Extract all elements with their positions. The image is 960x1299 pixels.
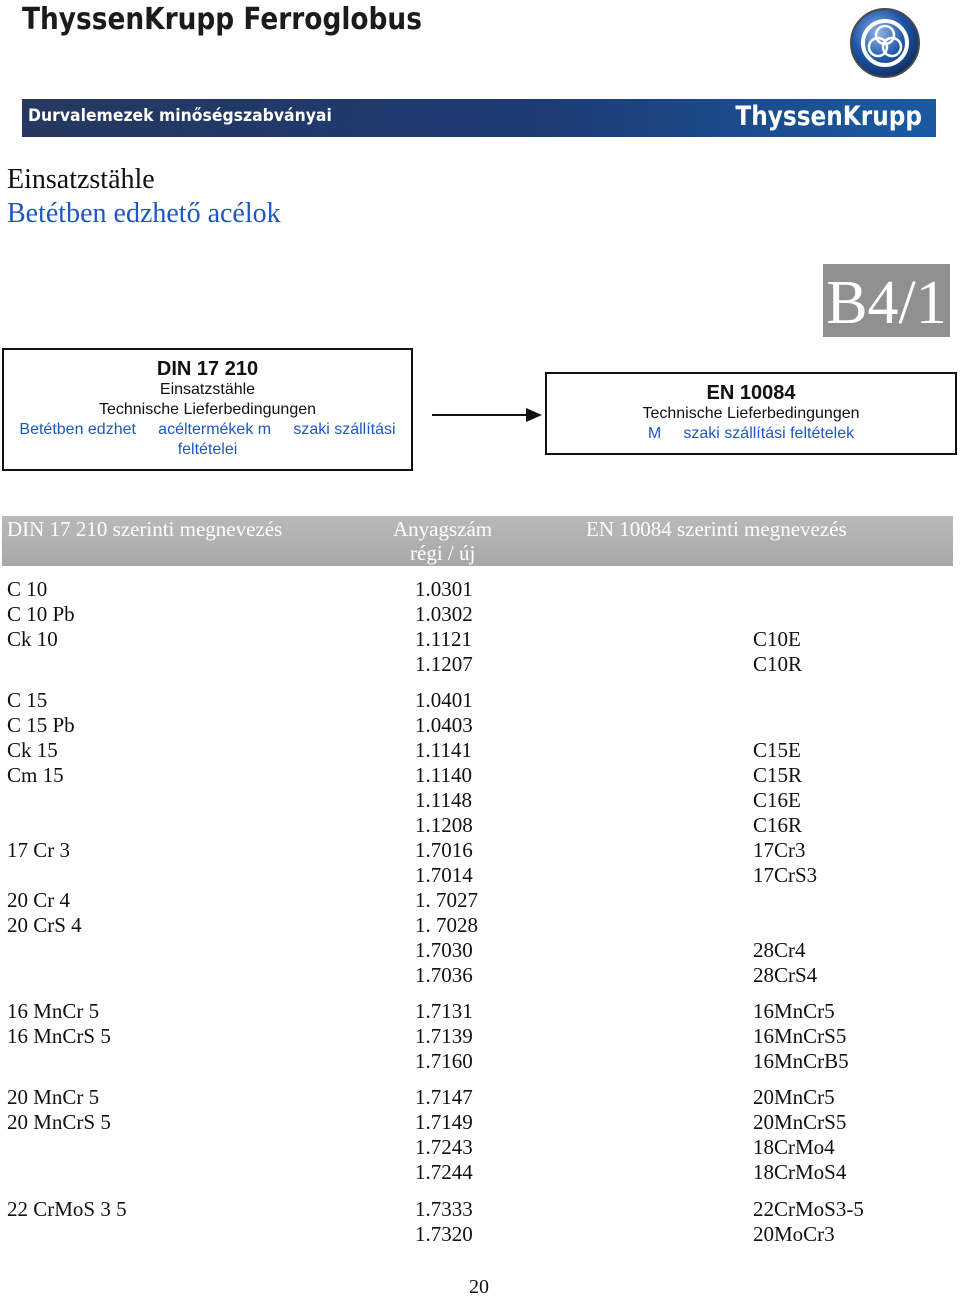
table-cell-din: C 10 Pb (7, 602, 75, 626)
table-cell-num: 1.7333 (415, 1197, 473, 1221)
table-cell-num: 1.7030 (415, 938, 473, 962)
table-cell-din: C 10 (7, 577, 48, 601)
header-banner (22, 99, 936, 137)
standard-old-line2: Technische Lieferbedingungen (98, 401, 317, 418)
table-cell-num: 1.7147 (415, 1085, 473, 1109)
table-cell-en: C16R (753, 813, 803, 837)
table-cell-num: 1.1121 (415, 627, 472, 651)
table-cell-en: 16MnCr5 (753, 999, 835, 1023)
table-cell-num: 1. 7028 (415, 913, 478, 937)
table-cell-en: 20MoCr3 (753, 1222, 835, 1246)
table-cell-en: 20MnCrS5 (753, 1110, 847, 1134)
table-cell-en: C15E (753, 738, 801, 762)
table-cell-din: Ck 15 (7, 738, 58, 762)
standard-new-line2: M szaki szállítási feltételek (647, 425, 855, 442)
table-cell-num: 1.1207 (415, 652, 473, 676)
table-cell-en: 16MnCrS5 (753, 1024, 847, 1048)
table-cell-en: C16E (753, 788, 801, 812)
header-en-name: EN 10084 szerinti megnevezés (586, 517, 847, 541)
table-cell-num: 1.7160 (415, 1049, 473, 1073)
standard-old-line4: feltételei (177, 441, 238, 458)
table-cell-din: 20 CrS 4 (7, 913, 82, 937)
arrow-right-icon (432, 405, 542, 425)
table-cell-din: 16 MnCr 5 (7, 999, 100, 1023)
page-code-badge: B4/1 (823, 264, 950, 337)
table-header (2, 516, 953, 566)
table-cell-din: 16 MnCrS 5 (7, 1024, 111, 1048)
table-cell-num: 1.0401 (415, 688, 473, 712)
table-cell-en: 18CrMo4 (753, 1135, 835, 1159)
header-material-number-sub: régi / új (410, 541, 476, 565)
table-cell-num: 1.7016 (415, 838, 473, 862)
table-cell-num: 1.7139 (415, 1024, 473, 1048)
table-cell-din: Ck 10 (7, 627, 58, 651)
table-cell-num: 1.7243 (415, 1135, 473, 1159)
table-cell-num: 1.1208 (415, 813, 473, 837)
table-cell-num: 1.0301 (415, 577, 473, 601)
table-cell-din: 22 CrMoS 3 5 (7, 1197, 127, 1221)
company-title: ThyssenKrupp Ferroglobus (22, 2, 422, 37)
table-cell-num: 1. 7027 (415, 888, 478, 912)
standard-new-code: EN 10084 (706, 382, 796, 404)
table-cell-en: 16MnCrB5 (753, 1049, 849, 1073)
table-cell-din: 20 MnCr 5 (7, 1085, 100, 1109)
table-cell-en: C15R (753, 763, 803, 787)
table-cell-en: 17Cr3 (753, 838, 806, 862)
standard-new-box (545, 372, 957, 455)
table-cell-en: 20MnCr5 (753, 1085, 835, 1109)
table-cell-en: 22CrMoS3-5 (753, 1197, 864, 1221)
table-cell-num: 1.7014 (415, 863, 473, 887)
table-cell-num: 1.7131 (415, 999, 473, 1023)
table-cell-din: 20 MnCrS 5 (7, 1110, 111, 1134)
table-cell-num: 1.1140 (415, 763, 472, 787)
table-cell-num: 1.0302 (415, 602, 473, 626)
standard-old-line3: Betétben edzhet acéltermékek m szaki szállítási (19, 421, 396, 438)
table-cell-din: C 15 Pb (7, 713, 75, 737)
banner-brand: ThyssenKrupp (735, 101, 922, 132)
table-cell-en: 18CrMoS4 (753, 1160, 847, 1184)
standard-new-line1: Technische Lieferbedingungen (642, 405, 860, 422)
table-cell-num: 1.1141 (415, 738, 472, 762)
table-cell-din: Cm 15 (7, 763, 64, 787)
page-title-german: Einsatzstähle (7, 164, 155, 195)
banner-subtitle: Durvalemezek minőségszabványai (28, 106, 332, 126)
standard-old-code: DIN 17 210 (156, 358, 259, 380)
table-cell-en: C10R (753, 652, 803, 676)
table-cell-num: 1.7244 (415, 1160, 473, 1184)
header-din-name: DIN 17 210 szerinti megnevezés (7, 517, 283, 541)
table-cell-num: 1.0403 (415, 713, 473, 737)
table-cell-din: 20 Cr 4 (7, 888, 70, 912)
table-cell-din: 17 Cr 3 (7, 838, 70, 862)
table-cell-num: 1.1148 (415, 788, 472, 812)
table-cell-num: 1.7036 (415, 963, 473, 987)
table-cell-en: 28Cr4 (753, 938, 806, 962)
table-cell-en: 28CrS4 (753, 963, 818, 987)
page-number: 20 (469, 1276, 489, 1298)
header-material-number: Anyagszám (393, 517, 493, 541)
table-cell-num: 1.7320 (415, 1222, 473, 1246)
table-cell-din: C 15 (7, 688, 48, 712)
table-cell-num: 1.7149 (415, 1110, 473, 1134)
page-title-hungarian: Betétben edzhető acélok (7, 198, 281, 229)
standard-old-line1: Einsatzstähle (159, 381, 256, 398)
table-cell-en: 17CrS3 (753, 863, 818, 887)
thyssenkrupp-logo-icon (848, 6, 922, 80)
standard-old-box (2, 348, 413, 471)
table-cell-en: C10E (753, 627, 801, 651)
